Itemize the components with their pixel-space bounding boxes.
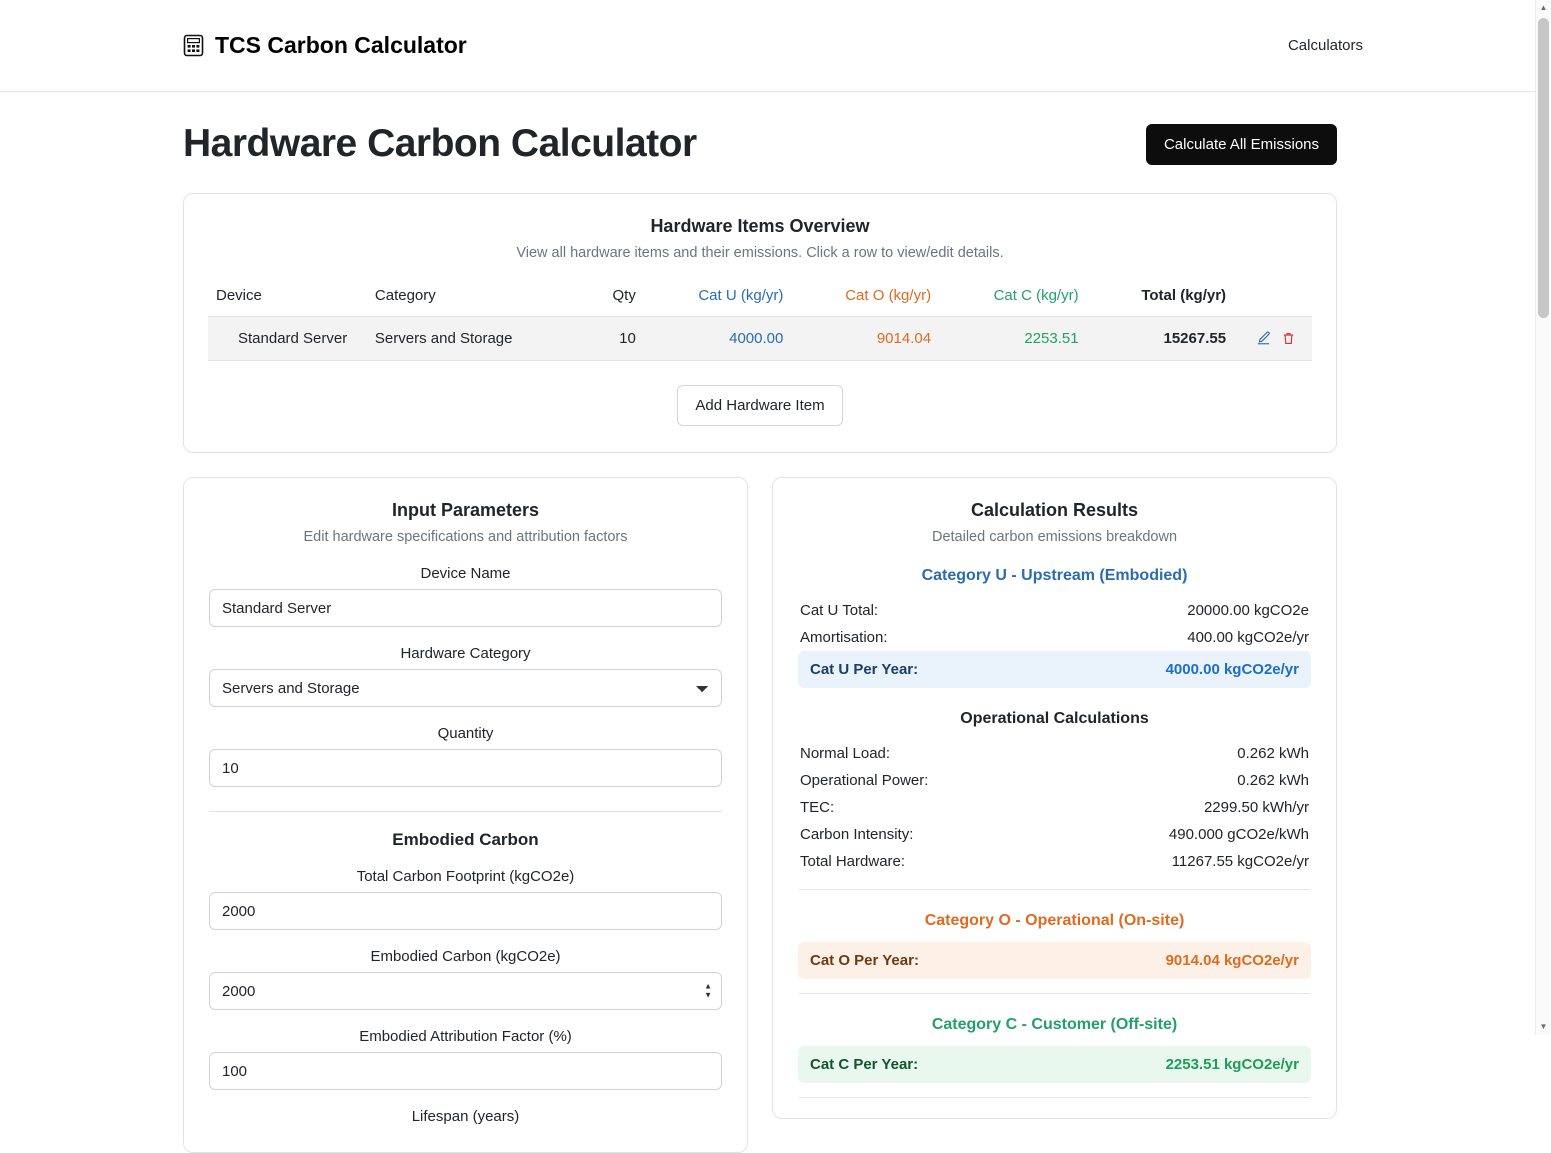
quantity-input[interactable] bbox=[209, 749, 722, 787]
overview-subtitle: View all hardware items and their emissions. Click a row to view/edit details. bbox=[516, 245, 1004, 261]
add-hardware-row bbox=[208, 385, 1312, 426]
cat-c-per-year-label: Cat C Per Year: bbox=[810, 1056, 919, 1073]
cell-total: 15267.55 bbox=[1087, 317, 1234, 361]
amortisation-value: 400.00 kgCO2e/yr bbox=[1187, 629, 1309, 646]
total-hardware-row bbox=[798, 848, 1311, 875]
normal-load-value: 0.262 kWh bbox=[1237, 745, 1309, 762]
carbon-intensity-value: 490.000 gCO2e/kWh bbox=[1168, 826, 1309, 843]
calculate-all-emissions-button[interactable]: Calculate All Emissions bbox=[1146, 124, 1337, 165]
column-cat-o: Cat O (kg/yr) bbox=[791, 281, 939, 317]
operational-power-label: Operational Power: bbox=[800, 772, 929, 789]
number-stepper-icon[interactable] bbox=[704, 981, 712, 1000]
results-divider-1 bbox=[798, 889, 1311, 890]
embodied-carbon-label: Embodied Carbon (kgCO2e) bbox=[370, 948, 561, 965]
embodied-carbon-input[interactable] bbox=[209, 972, 722, 1010]
cat-u-per-year-value: 4000.00 kgCO2e/yr bbox=[1165, 661, 1299, 678]
normal-load-row bbox=[798, 740, 1311, 767]
cat-o-per-year-label: Cat O Per Year: bbox=[810, 952, 919, 969]
results-divider-2 bbox=[798, 993, 1311, 994]
column-cat-u: Cat U (kg/yr) bbox=[644, 281, 792, 317]
cat-u-total-row bbox=[798, 597, 1311, 624]
table-header bbox=[208, 281, 1312, 317]
cat-u-per-year-row bbox=[798, 651, 1311, 688]
carbon-intensity-label: Carbon Intensity: bbox=[800, 826, 914, 843]
cell-cat-u: 4000.00 bbox=[644, 317, 792, 361]
amortisation-label: Amortisation: bbox=[800, 629, 888, 646]
page-title-row bbox=[0, 92, 1535, 166]
input-parameters-card bbox=[183, 477, 748, 1153]
stepper-down-icon[interactable]: ▼ bbox=[704, 990, 712, 1000]
cat-o-heading: Category O - Operational (On-site) bbox=[924, 912, 1185, 929]
lifespan-label: Lifespan (years) bbox=[411, 1108, 520, 1125]
cell-cat-c: 2253.51 bbox=[939, 317, 1087, 361]
operational-calculations-heading: Operational Calculations bbox=[960, 710, 1149, 727]
total-carbon-footprint-input[interactable] bbox=[209, 892, 722, 930]
results-divider-3 bbox=[798, 1097, 1311, 1098]
edit-icon[interactable] bbox=[1256, 331, 1271, 346]
scroll-up-icon[interactable]: ▲ bbox=[1539, 3, 1548, 12]
calculator-icon bbox=[183, 34, 204, 57]
column-total: Total (kg/yr) bbox=[1087, 281, 1234, 317]
total-hardware-label: Total Hardware: bbox=[800, 853, 906, 870]
embodied-carbon-field bbox=[209, 972, 722, 1010]
input-parameters-title: Input Parameters bbox=[391, 500, 540, 520]
column-device: Device bbox=[208, 281, 367, 317]
embodied-carbon-section-title: Embodied Carbon bbox=[392, 830, 539, 849]
quantity-label: Quantity bbox=[437, 725, 494, 742]
input-parameters-column bbox=[183, 477, 748, 1153]
cat-u-per-year-label: Cat U Per Year: bbox=[810, 661, 919, 678]
calculation-results-column bbox=[772, 477, 1337, 1153]
cat-o-per-year-value: 9014.04 kgCO2e/yr bbox=[1165, 952, 1299, 969]
hardware-category-label: Hardware Category bbox=[400, 645, 531, 662]
tec-value: 2299.50 kWh/yr bbox=[1203, 799, 1309, 816]
cell-cat-o: 9014.04 bbox=[791, 317, 939, 361]
total-carbon-footprint-label: Total Carbon Footprint (kgCO2e) bbox=[356, 868, 575, 885]
cell-qty: 10 bbox=[565, 317, 644, 361]
cat-c-per-year-row bbox=[798, 1046, 1311, 1083]
hardware-overview-card bbox=[183, 193, 1337, 453]
total-hardware-value: 11267.55 kgCO2e/yr bbox=[1171, 853, 1309, 870]
column-actions bbox=[1234, 281, 1312, 317]
column-cat-c: Cat C (kg/yr) bbox=[939, 281, 1087, 317]
table-row[interactable] bbox=[208, 317, 1312, 361]
cat-u-total-label: Cat U Total: bbox=[800, 602, 879, 619]
embodied-divider bbox=[209, 811, 722, 812]
cat-u-total-value: 20000.00 kgCO2e bbox=[1187, 602, 1309, 619]
scroll-down-icon[interactable]: ▼ bbox=[1539, 1022, 1548, 1031]
overview-title: Hardware Items Overview bbox=[650, 216, 870, 236]
hardware-items-table bbox=[208, 281, 1312, 361]
column-qty: Qty bbox=[565, 281, 644, 317]
scrollbar-thumb[interactable] bbox=[1538, 18, 1549, 318]
tec-row bbox=[798, 794, 1311, 821]
device-name-label: Device Name bbox=[420, 565, 511, 582]
stepper-up-icon[interactable]: ▲ bbox=[704, 981, 712, 991]
top-navbar bbox=[0, 0, 1535, 92]
operational-power-row bbox=[798, 767, 1311, 794]
delete-icon[interactable] bbox=[1281, 331, 1296, 346]
cell-category: Servers and Storage bbox=[367, 317, 565, 361]
carbon-intensity-row bbox=[798, 821, 1311, 848]
input-parameters-subtitle: Edit hardware specifications and attribution factors bbox=[303, 529, 628, 545]
hardware-category-select[interactable] bbox=[209, 669, 722, 707]
normal-load-label: Normal Load: bbox=[800, 745, 891, 762]
cat-u-heading: Category U - Upstream (Embodied) bbox=[921, 567, 1188, 584]
amortisation-row bbox=[798, 624, 1311, 651]
results-subtitle: Detailed carbon emissions breakdown bbox=[931, 529, 1178, 545]
embodied-attribution-input[interactable] bbox=[209, 1052, 722, 1090]
main-columns bbox=[183, 477, 1337, 1153]
cell-actions bbox=[1234, 317, 1312, 361]
results-title: Calculation Results bbox=[970, 500, 1139, 520]
operational-power-value: 0.262 kWh bbox=[1237, 772, 1309, 789]
brand-title: TCS Carbon Calculator bbox=[215, 32, 467, 58]
brand[interactable] bbox=[183, 32, 467, 59]
cell-device: Standard Server bbox=[208, 317, 367, 361]
vertical-scrollbar[interactable] bbox=[1535, 0, 1550, 1035]
embodied-attribution-label: Embodied Attribution Factor (%) bbox=[359, 1028, 572, 1045]
calculation-results-card bbox=[772, 477, 1337, 1119]
cat-c-per-year-value: 2253.51 kgCO2e/yr bbox=[1165, 1056, 1299, 1073]
tec-label: TEC: bbox=[800, 799, 835, 816]
table-body bbox=[208, 317, 1312, 361]
column-category: Category bbox=[367, 281, 565, 317]
cat-o-per-year-row bbox=[798, 942, 1311, 979]
page-title: Hardware Carbon Calculator bbox=[183, 122, 697, 165]
device-name-input[interactable] bbox=[209, 589, 722, 627]
cat-c-heading: Category C - Customer (Off-site) bbox=[931, 1016, 1178, 1033]
nav-link-calculators[interactable]: Calculators bbox=[1287, 37, 1363, 54]
add-hardware-item-button[interactable]: Add Hardware Item bbox=[677, 385, 842, 426]
